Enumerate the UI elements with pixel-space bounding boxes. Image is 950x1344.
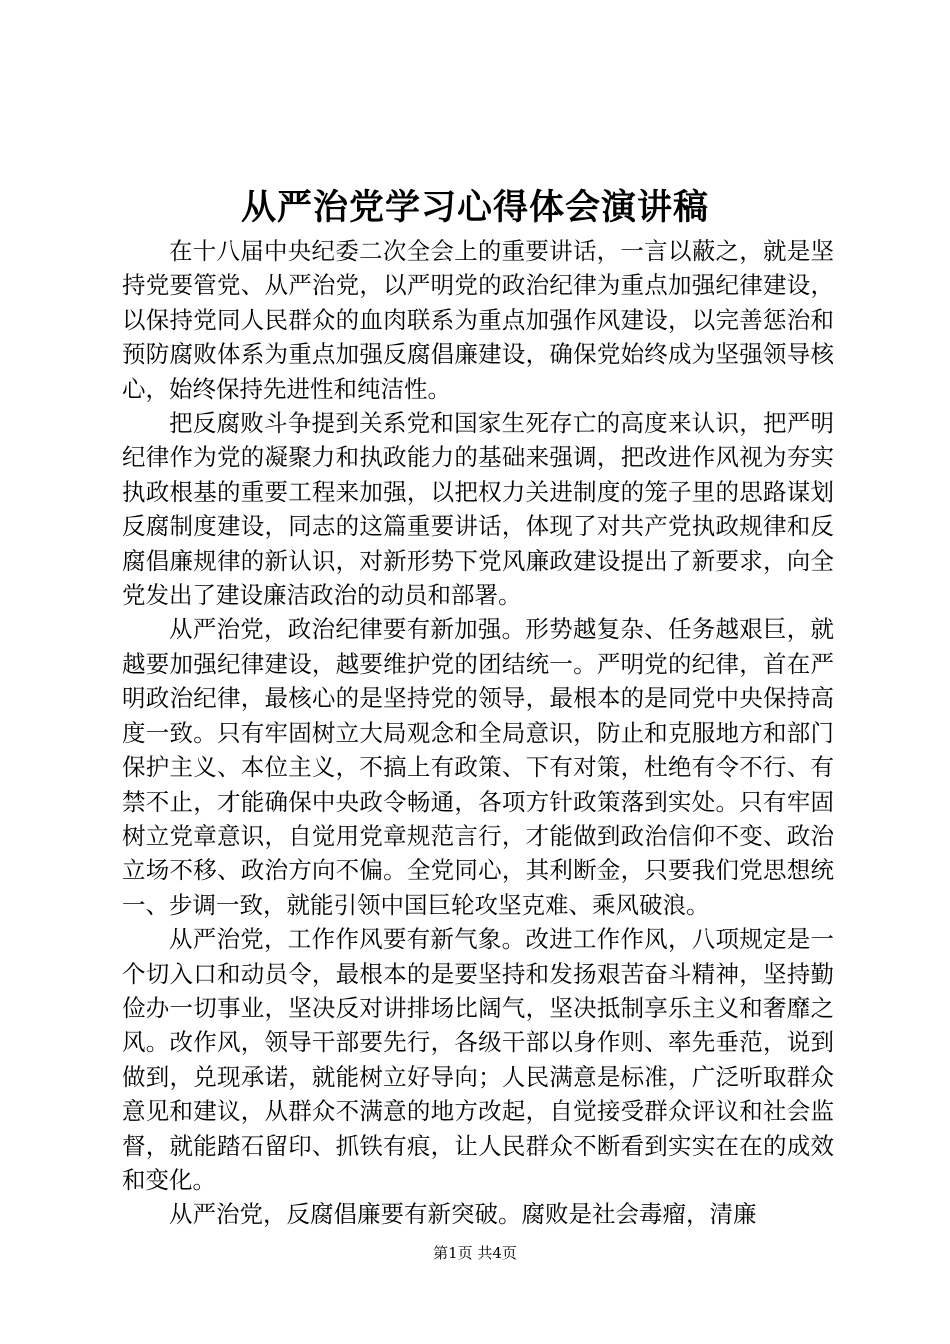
paragraph-5: 从严治党，反腐倡廉要有新突破。腐败是社会毒瘤，清廉: [169, 1200, 757, 1229]
paragraph-1: 在十八届中央纪委二次全会上的重要讲话，一言以蔽之，就是坚持党要管党、从严治党，以严明党的政治纪律为重点加强纪律建设，以保持党同人民群众的血肉联系为重点加强作风建设，以完善惩治和预防腐败体系为重点加强反腐倡廉建设，确保党始终成为坚强领导核心，始终保持先进性和纯洁性。: [122, 237, 834, 403]
page-title: 从严治党学习心得体会演讲稿: [240, 187, 709, 228]
paragraph-3: 从严治党，政治纪律要有新加强。形势越复杂、任务越艰巨，就越要加强纪律建设，越要维护党的团结统一。严明党的纪律，首在严明政治纪律，最核心的是坚持党的领导，最根本的是同党中央保持高度一致。只有牢固树立大局观念和全局意识，防止和克服地方和部门保护主义、本位主义，不搞上有政策、下有对策，杜绝有令不行、有禁不止，才能确保中央政令畅通，各项方针政策落到实处。只有牢固树立党章意识，自觉用党章规范言行，才能做到政治信仰不变、政治立场不移、政治方向不偏。全党同心，其利断金，只要我们党思想统一、步调一致，就能引领中国巨轮攻坚克难、乘风破浪。: [122, 615, 834, 919]
paragraph-2: 把反腐败斗争提到关系党和国家生死存亡的高度来认识，把严明纪律作为党的凝聚力和执政能力的基础来强调，把改进作风视为夯实执政根基的重要工程来加强，以把权力关进制度的笼子里的思路谋划反腐制度建设，同志的这篇重要讲话，体现了对共产党执政规律和反腐倡廉规律的新认识，对新形势下党风廉政建设提出了新要求，向全党发出了建设廉洁政治的动员和部署。: [122, 409, 834, 610]
page-footer: 第1页 共4页: [433, 1244, 517, 1262]
document-body: [122, 234, 834, 1232]
paragraph-4: 从严治党，工作作风要有新气象。改进工作作风，八项规定是一个切入口和动员令，最根本的是要坚持和发扬艰苦奋斗精神，坚持勤俭办一切事业，坚决反对讲排场比阔气，坚决抵制享乐主义和奢靡之风。改作风，领导干部要先行，各级干部以身作则、率先垂范，说到做到，兑现承诺，就能树立好导向；人民满意是标准，广泛听取群众意见和建议，从群众不满意的地方改起，自觉接受群众评议和社会监督，就能踏石留印、抓铁有痕，让人民群众不断看到实实在在的成效和变化。: [122, 925, 834, 1194]
